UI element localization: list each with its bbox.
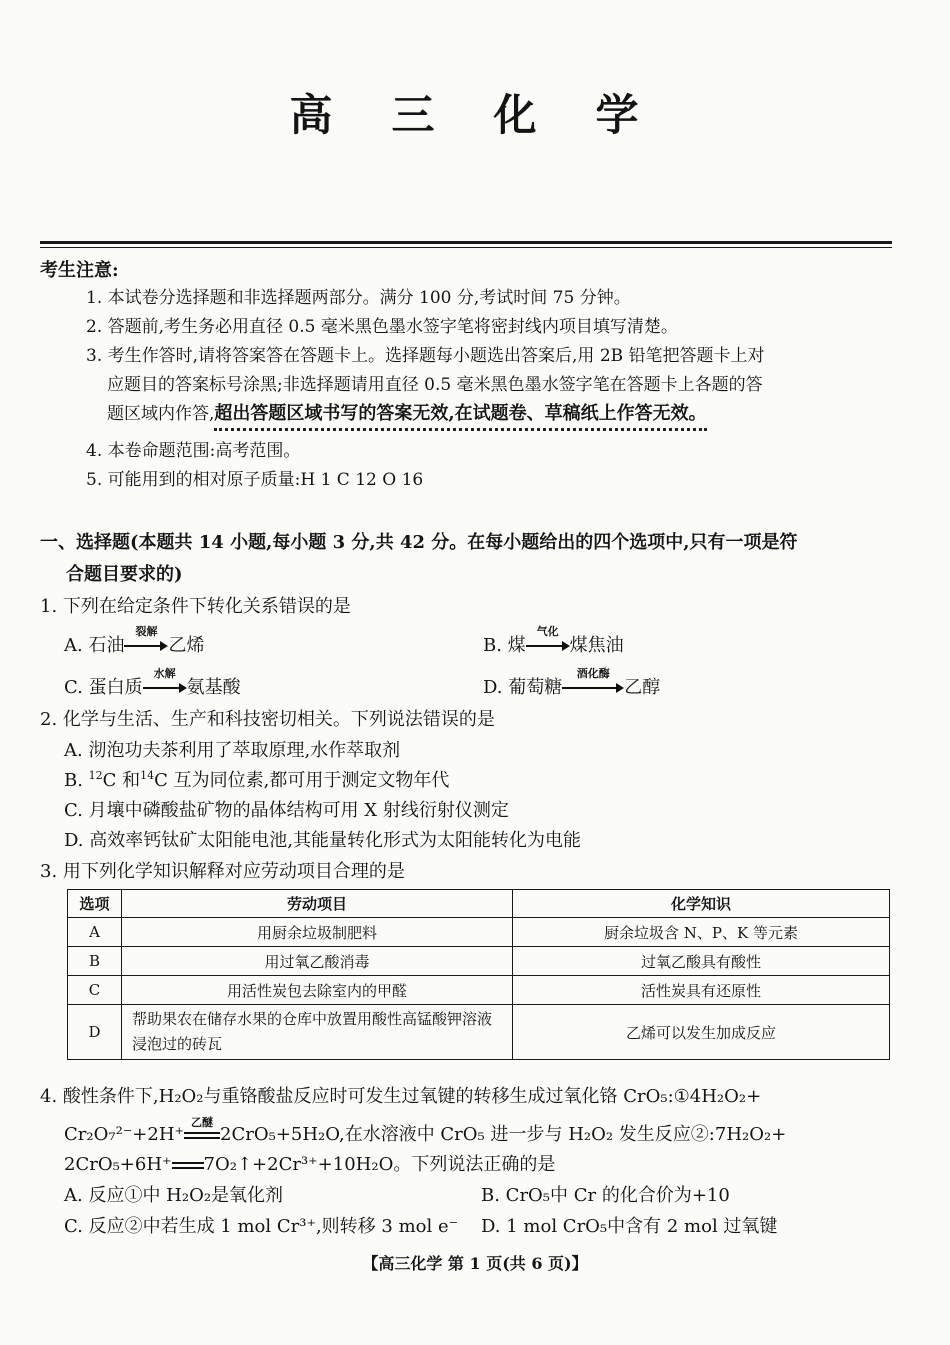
- q4-eq2-products: 7O₂↑+2Cr³⁺+10H₂O。下列说法正确的是: [203, 1154, 556, 1175]
- table-cell-project: 用厨余垃圾制肥料: [122, 918, 513, 947]
- q4-option-d: D. 1 mol CrO₅中含有 2 mol 过氧键: [481, 1216, 778, 1237]
- header-rule-thick: [40, 241, 892, 244]
- section-title-line-1: 一、选择题(本题共 14 小题,每小题 3 分,共 42 分。在每小题给出的四个选项中,只有一项是符: [40, 532, 798, 553]
- q1-option-b: [483, 625, 624, 657]
- q1-option-d: [483, 667, 661, 699]
- q2-b-label: B.: [64, 770, 89, 791]
- q4-option-a: A. 反应①中 H₂O₂是氧化剂: [64, 1185, 284, 1206]
- q1-option-a: [64, 625, 205, 657]
- q4-eq1-reactants: Cr₂O₇²⁻+2H⁺: [64, 1124, 185, 1145]
- q1-a-product: 乙烯: [168, 635, 205, 656]
- table-cell-knowledge: 乙烯可以发生加成反应: [513, 1005, 890, 1060]
- notice-item-1: 1. 本试卷分选择题和非选择题两部分。满分 100 分,考试时间 75 分钟。: [86, 288, 631, 308]
- section-title-line-2: 合题目要求的): [66, 564, 183, 585]
- notice-item-3-line-1: 3. 考生作答时,请将答案答在答题卡上。选择题每小题选出答案后,用 2B 铅笔把答题卡上对: [86, 346, 765, 366]
- q1-d-condition: 酒化酶: [576, 667, 610, 680]
- equilibrium-sign-icon: [184, 1116, 220, 1142]
- notice-item-5: 5. 可能用到的相对原子质量:H 1 C 12 O 16: [86, 470, 424, 490]
- notice-item-3-line-3: [107, 403, 707, 425]
- table-cell-knowledge: 厨余垃圾含 N、P、K 等元素: [513, 918, 890, 947]
- q4-eq1-condition: 乙醚: [191, 1116, 214, 1129]
- header-rule-thin: [40, 247, 892, 248]
- q4-line-2: [64, 1116, 787, 1146]
- q4-option-b: B. CrO₅中 Cr 的化合价为+10: [481, 1185, 730, 1206]
- q2-b-mid: C 和: [102, 770, 141, 791]
- table-row: [68, 1005, 890, 1060]
- notice-item-2: 2. 答题前,考生务必用直径 0.5 毫米黑色墨水签字笔将密封线内项目填写清楚。: [86, 317, 678, 337]
- notice-heading: 考生注意:: [40, 260, 119, 281]
- reaction-arrow-icon: [526, 625, 570, 653]
- notice-emphasis: 超出答题区域书写的答案无效,在试题卷、草稿纸上作答无效。: [214, 403, 706, 431]
- page-footer: 【高三化学 第 1 页(共 6 页)】: [362, 1254, 588, 1273]
- table-cell-option: A: [68, 918, 122, 947]
- q4-line-3: [64, 1150, 555, 1176]
- page-title: 高 三 化 学: [289, 91, 661, 141]
- q4-eq1-products: 2CrO₅+5H₂O,在水溶液中 CrO₅ 进一步与 H₂O₂ 发生反应②:7H₂O₂+: [220, 1124, 787, 1145]
- notice-item-3-line-2: 应题目的答案标号涂黑;非选择题请用直径 0.5 毫米黑色墨水签字笔在答题卡上各题的答: [107, 375, 763, 395]
- q4-eq2-reactants: 2CrO₅+6H⁺: [64, 1154, 172, 1175]
- q2-option-d: D. 高效率钙钛矿太阳能电池,其能量转化形式为太阳能转化为电能: [64, 830, 581, 851]
- table-cell-knowledge: 活性炭具有还原性: [513, 976, 890, 1005]
- q1-a-condition: 裂解: [135, 625, 158, 638]
- table-cell-project: 用活性炭包去除室内的甲醛: [122, 976, 513, 1005]
- table-row: [68, 918, 890, 947]
- q2-option-c: C. 月壤中磷酸盐矿物的晶体结构可用 X 射线衍射仪测定: [64, 800, 509, 821]
- q1-option-c: [64, 667, 241, 699]
- table-cell-project: 帮助果农在储存水果的仓库中放置用酸性高锰酸钾溶液浸泡过的砖瓦: [122, 1005, 513, 1060]
- q1-c-product: 氨基酸: [186, 677, 241, 698]
- table-cell-project: 用过氧乙酸消毒: [122, 947, 513, 976]
- table-header-cell: 劳动项目: [122, 890, 513, 918]
- table-cell-option: C: [68, 976, 122, 1005]
- table-cell-option: D: [68, 1005, 122, 1060]
- table-header-row: [68, 890, 890, 918]
- q2-b-mass-14: 14: [140, 769, 155, 782]
- table-cell-knowledge: 过氧乙酸具有酸性: [513, 947, 890, 976]
- q3-table: [67, 889, 890, 1060]
- q1-a-reactant: A. 石油: [64, 635, 125, 656]
- q1-c-condition: 水解: [153, 667, 176, 680]
- reaction-arrow-icon: [143, 667, 187, 695]
- q1-b-reactant: B. 煤: [483, 635, 526, 656]
- q2-option-b: [64, 766, 449, 792]
- reaction-arrow-icon: [562, 667, 624, 695]
- q4-line-1: 4. 酸性条件下,H₂O₂与重铬酸盐反应时可发生过氧键的转移生成过氧化铬 CrO₅:①4H₂O₂+: [40, 1086, 762, 1107]
- q1-d-product: 乙醇: [624, 677, 661, 698]
- notice-item-4: 4. 本卷命题范围:高考范围。: [86, 441, 301, 461]
- q3-stem: 3. 用下列化学知识解释对应劳动项目合理的是: [40, 861, 405, 882]
- q1-b-condition: 气化: [536, 625, 559, 638]
- table-row: [68, 947, 890, 976]
- q2-b-text: C 互为同位素,都可用于测定文物年代: [154, 770, 450, 791]
- q2-stem: 2. 化学与生活、生产和科技密切相关。下列说法错误的是: [40, 709, 495, 730]
- q2-b-mass-12: 12: [88, 769, 103, 782]
- table-row: [68, 976, 890, 1005]
- table-header-cell: 选项: [68, 890, 122, 918]
- q1-d-reactant: D. 葡萄糖: [483, 677, 563, 698]
- table-header-cell: 化学知识: [513, 890, 890, 918]
- q1-c-reactant: C. 蛋白质: [64, 677, 143, 698]
- notice-item-3-line-3-text: 题区域内作答,: [107, 404, 215, 424]
- equals-sign-icon: [172, 1158, 204, 1172]
- q4-option-c: C. 反应②中若生成 1 mol Cr³⁺,则转移 3 mol e⁻: [64, 1216, 459, 1237]
- q1-stem: 1. 下列在给定条件下转化关系错误的是: [40, 596, 351, 617]
- reaction-arrow-icon: [124, 625, 168, 653]
- q2-option-a: A. 沏泡功夫茶利用了萃取原理,水作萃取剂: [64, 740, 401, 761]
- table-cell-option: B: [68, 947, 122, 976]
- q1-b-product: 煤焦油: [569, 635, 624, 656]
